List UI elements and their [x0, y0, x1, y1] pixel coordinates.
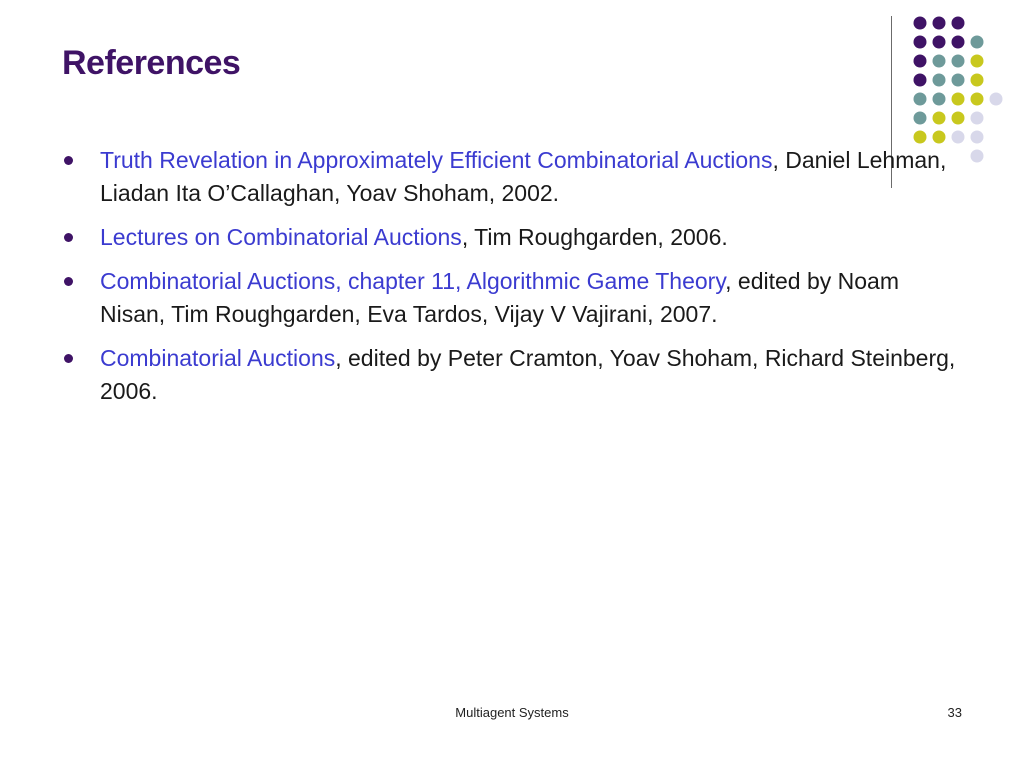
bullet-icon [64, 233, 73, 242]
decorative-dot [952, 112, 965, 125]
decorative-dot [971, 55, 984, 68]
decorative-dot [952, 17, 965, 30]
decorative-dot [933, 93, 946, 106]
decorative-dot [990, 93, 1003, 106]
reference-details: , Tim Roughgarden, 2006. [461, 224, 728, 250]
decorative-dot [971, 150, 984, 163]
decorative-dot [933, 131, 946, 144]
decorative-dot [952, 74, 965, 87]
reference-item [62, 342, 962, 408]
decorative-dot [971, 36, 984, 49]
decorative-dot [914, 74, 927, 87]
decorative-dot [952, 55, 965, 68]
decorative-dot [914, 17, 927, 30]
slide-title: References [62, 44, 241, 82]
decorative-dot [933, 55, 946, 68]
reference-details: , edited by Peter Cramton, Yoav Shoham, Richard Steinberg, 2006. [100, 345, 956, 404]
bullet-icon [64, 156, 73, 165]
bullet-icon [64, 354, 73, 363]
reference-details: , edited by Noam Nisan, Tim Roughgarden, Eva Tardos, Vijay V Vajirani, 2007. [100, 268, 900, 327]
decorative-dot [971, 131, 984, 144]
decorative-dot [952, 93, 965, 106]
decorative-dot [952, 36, 965, 49]
reference-list [62, 144, 962, 419]
reference-item [62, 265, 962, 331]
decorative-dot [933, 36, 946, 49]
decorative-dot [933, 17, 946, 30]
reference-link[interactable]: Combinatorial Auctions [100, 345, 336, 371]
decorative-dot [933, 74, 946, 87]
decorative-dot [914, 55, 927, 68]
page-number: 33 [947, 705, 962, 720]
reference-details: , Daniel Lehman, Liadan Ita O’Callaghan, Yoav Shoham, 2002. [100, 147, 947, 206]
decorative-dot [971, 112, 984, 125]
decorative-dot [971, 74, 984, 87]
reference-link[interactable]: Truth Revelation in Approximately Efficient Combinatorial Auctions [100, 147, 773, 173]
reference-link[interactable]: Lectures on Combinatorial Auctions [100, 224, 462, 250]
decorative-dot [914, 131, 927, 144]
footer-text: Multiagent Systems [455, 705, 569, 720]
bullet-icon [64, 277, 73, 286]
decorative-dot [914, 93, 927, 106]
decorative-dot [933, 112, 946, 125]
decorative-dot [914, 36, 927, 49]
reference-link[interactable]: Combinatorial Auctions, chapter 11, Algorithmic Game Theory [100, 268, 726, 294]
decorative-dot [952, 131, 965, 144]
reference-item [62, 221, 962, 254]
decorative-dot [971, 93, 984, 106]
decorative-dot [914, 112, 927, 125]
reference-item [62, 144, 962, 210]
